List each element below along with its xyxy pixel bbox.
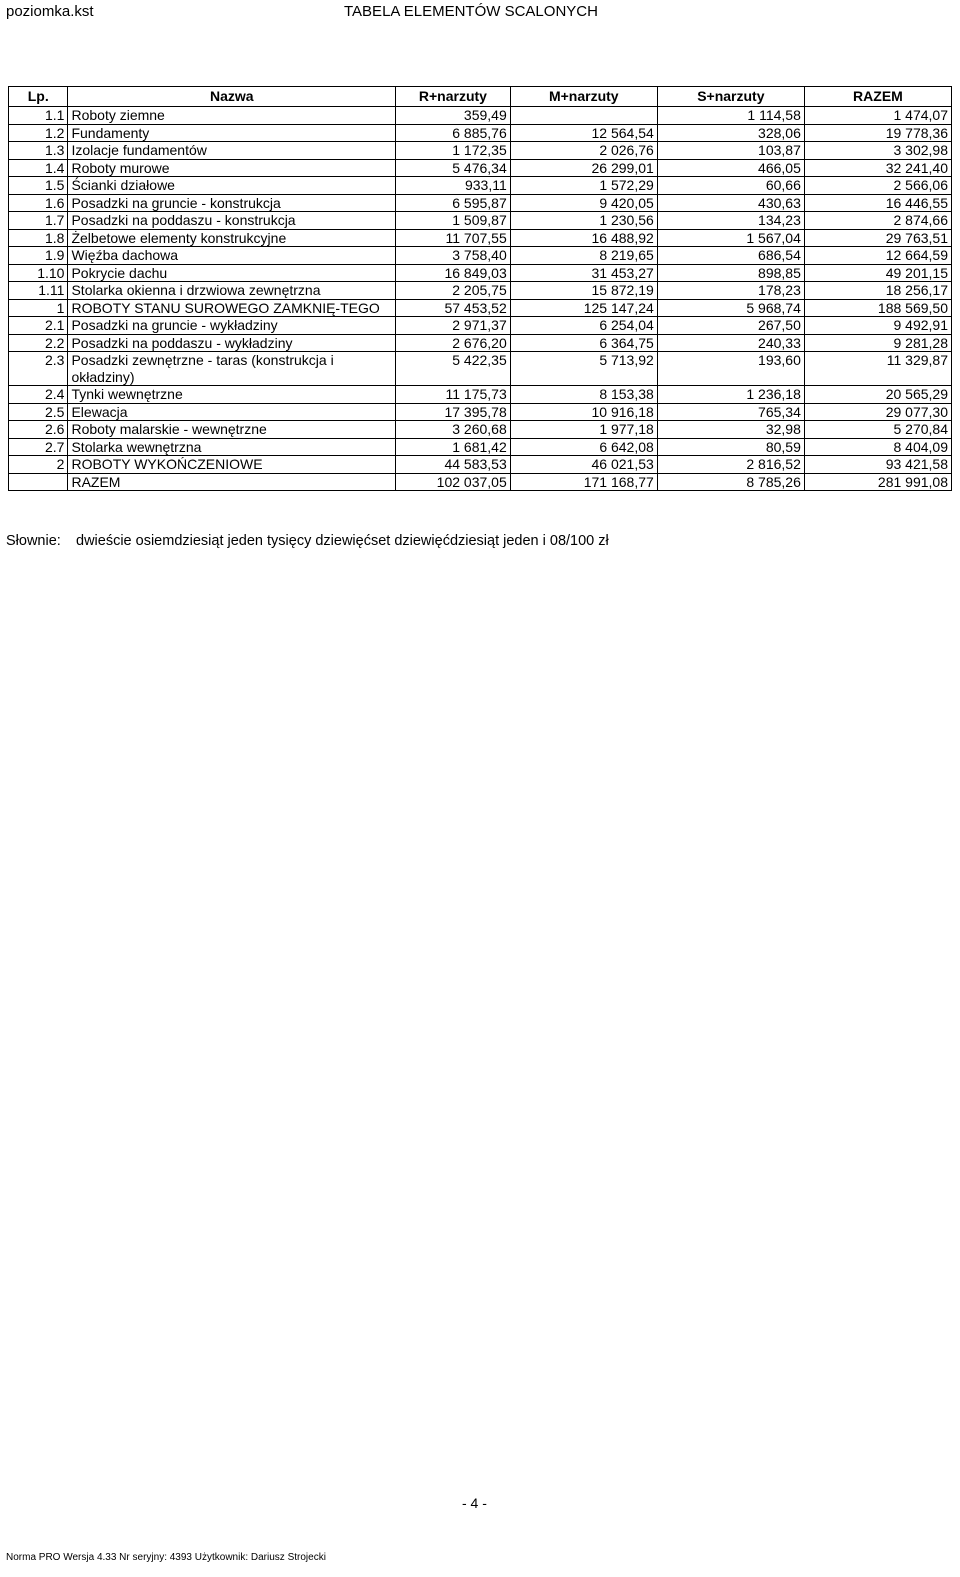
table-header-row	[9, 87, 952, 107]
cell-lp: 1.1	[9, 107, 68, 125]
cell-s: 8 785,26	[657, 473, 804, 491]
cell-m: 6 364,75	[510, 334, 657, 352]
table-row	[9, 107, 952, 125]
cell-name: Pokrycie dachu	[68, 264, 396, 282]
cell-s: 765,34	[657, 403, 804, 421]
table-row	[9, 403, 952, 421]
cell-razem: 29 077,30	[804, 403, 951, 421]
cell-s: 267,50	[657, 317, 804, 335]
cell-s: 1 236,18	[657, 386, 804, 404]
cell-r: 6 595,87	[396, 194, 511, 212]
cell-name: Fundamenty	[68, 124, 396, 142]
table-row	[9, 456, 952, 474]
cell-s: 80,59	[657, 438, 804, 456]
cell-r: 11 175,73	[396, 386, 511, 404]
column-header-s: S+narzuty	[657, 87, 804, 107]
cell-name: Roboty malarskie - wewnętrzne	[68, 421, 396, 439]
cell-lp: 2	[9, 456, 68, 474]
column-header-name: Nazwa	[68, 87, 396, 107]
cell-r: 1 509,87	[396, 212, 511, 230]
cell-m: 6 254,04	[510, 317, 657, 335]
table-row	[9, 473, 952, 491]
cell-r: 44 583,53	[396, 456, 511, 474]
cell-m: 1 977,18	[510, 421, 657, 439]
cell-s: 430,63	[657, 194, 804, 212]
cell-lp	[9, 473, 68, 491]
cell-razem: 3 302,98	[804, 142, 951, 160]
cell-m: 1 230,56	[510, 212, 657, 230]
cell-s: 134,23	[657, 212, 804, 230]
footer-text: Norma PRO Wersja 4.33 Nr seryjny: 4393 Użytkownik: Dariusz Strojecki	[6, 1552, 326, 1563]
cell-name: Posadzki na poddaszu - konstrukcja	[68, 212, 396, 230]
cell-s: 328,06	[657, 124, 804, 142]
cell-m: 8 219,65	[510, 247, 657, 265]
cell-name: Elewacja	[68, 403, 396, 421]
cell-name: Stolarka wewnętrzna	[68, 438, 396, 456]
words-label: Słownie:	[6, 533, 61, 549]
cell-s: 1 567,04	[657, 229, 804, 247]
cell-s: 466,05	[657, 159, 804, 177]
cell-lp: 2.1	[9, 317, 68, 335]
cell-name: Izolacje fundamentów	[68, 142, 396, 160]
table-row	[9, 334, 952, 352]
cell-m: 15 872,19	[510, 282, 657, 300]
table-row	[9, 194, 952, 212]
cell-r: 5 476,34	[396, 159, 511, 177]
cell-name: ROBOTY STANU SUROWEGO ZAMKNIĘ-TEGO	[68, 299, 396, 317]
cell-name: Posadzki zewnętrzne - taras (konstrukcja i okładziny)	[68, 352, 396, 386]
cell-m: 8 153,38	[510, 386, 657, 404]
cell-lp: 1.3	[9, 142, 68, 160]
cell-m: 5 713,92	[510, 352, 657, 386]
cell-name: Posadzki na gruncie - wykładziny	[68, 317, 396, 335]
cell-razem: 281 991,08	[804, 473, 951, 491]
cell-razem: 11 329,87	[804, 352, 951, 386]
cell-name: Żelbetowe elementy konstrukcyjne	[68, 229, 396, 247]
cell-razem: 1 474,07	[804, 107, 951, 125]
cell-name: ROBOTY WYKOŃCZENIOWE	[68, 456, 396, 474]
cell-razem: 19 778,36	[804, 124, 951, 142]
cell-s: 5 968,74	[657, 299, 804, 317]
cell-s: 32,98	[657, 421, 804, 439]
cell-r: 2 205,75	[396, 282, 511, 300]
cell-razem: 49 201,15	[804, 264, 951, 282]
cell-m: 26 299,01	[510, 159, 657, 177]
cell-s: 2 816,52	[657, 456, 804, 474]
cell-lp: 1.5	[9, 177, 68, 195]
cell-s: 193,60	[657, 352, 804, 386]
cell-m: 31 453,27	[510, 264, 657, 282]
table-body	[9, 107, 952, 491]
cell-m: 46 021,53	[510, 456, 657, 474]
cell-r: 933,11	[396, 177, 511, 195]
table-row	[9, 124, 952, 142]
column-header-r: R+narzuty	[396, 87, 511, 107]
cell-lp: 1.6	[9, 194, 68, 212]
cell-s: 686,54	[657, 247, 804, 265]
column-header-lp: Lp.	[9, 87, 68, 107]
cell-r: 3 260,68	[396, 421, 511, 439]
cell-lp: 1	[9, 299, 68, 317]
cell-name: Posadzki na poddaszu - wykładziny	[68, 334, 396, 352]
table-row	[9, 438, 952, 456]
cell-s: 1 114,58	[657, 107, 804, 125]
cell-r: 2 676,20	[396, 334, 511, 352]
cell-name: Posadzki na gruncie - konstrukcja	[68, 194, 396, 212]
cell-name: Roboty murowe	[68, 159, 396, 177]
table-row	[9, 212, 952, 230]
cell-m: 16 488,92	[510, 229, 657, 247]
cell-name: RAZEM	[68, 473, 396, 491]
cell-name: Więźba dachowa	[68, 247, 396, 265]
cell-lp: 1.2	[9, 124, 68, 142]
cell-razem: 32 241,40	[804, 159, 951, 177]
cell-s: 178,23	[657, 282, 804, 300]
cell-r: 102 037,05	[396, 473, 511, 491]
cell-r: 2 971,37	[396, 317, 511, 335]
cell-razem: 9 281,28	[804, 334, 951, 352]
cell-lp: 2.5	[9, 403, 68, 421]
cell-razem: 18 256,17	[804, 282, 951, 300]
cell-r: 5 422,35	[396, 352, 511, 386]
cell-name: Roboty ziemne	[68, 107, 396, 125]
cell-r: 1 172,35	[396, 142, 511, 160]
cell-m: 1 572,29	[510, 177, 657, 195]
cell-m: 6 642,08	[510, 438, 657, 456]
cell-lp: 1.9	[9, 247, 68, 265]
cell-razem: 2 566,06	[804, 177, 951, 195]
table-row	[9, 352, 952, 386]
cell-lp: 1.8	[9, 229, 68, 247]
table-row	[9, 282, 952, 300]
cell-razem: 188 569,50	[804, 299, 951, 317]
cell-lp: 2.3	[9, 352, 68, 386]
cell-r: 17 395,78	[396, 403, 511, 421]
cell-razem: 5 270,84	[804, 421, 951, 439]
table-row	[9, 159, 952, 177]
cell-razem: 93 421,58	[804, 456, 951, 474]
table-row	[9, 229, 952, 247]
cell-r: 1 681,42	[396, 438, 511, 456]
cell-s: 103,87	[657, 142, 804, 160]
cell-s: 240,33	[657, 334, 804, 352]
cell-razem: 8 404,09	[804, 438, 951, 456]
cell-razem: 12 664,59	[804, 247, 951, 265]
table-row	[9, 247, 952, 265]
table-row	[9, 317, 952, 335]
cell-m: 171 168,77	[510, 473, 657, 491]
cell-lp: 1.11	[9, 282, 68, 300]
cell-r: 57 453,52	[396, 299, 511, 317]
cell-m: 9 420,05	[510, 194, 657, 212]
column-header-razem: RAZEM	[804, 87, 951, 107]
column-header-m: M+narzuty	[510, 87, 657, 107]
table-row	[9, 142, 952, 160]
page-number: - 4 -	[462, 1495, 487, 1511]
cell-r: 11 707,55	[396, 229, 511, 247]
cell-r: 6 885,76	[396, 124, 511, 142]
cell-s: 60,66	[657, 177, 804, 195]
table-row	[9, 264, 952, 282]
cell-r: 16 849,03	[396, 264, 511, 282]
table-row	[9, 299, 952, 317]
cell-name: Ścianki działowe	[68, 177, 396, 195]
cell-m	[510, 107, 657, 125]
cell-m: 10 916,18	[510, 403, 657, 421]
cell-lp: 1.7	[9, 212, 68, 230]
cell-lp: 2.2	[9, 334, 68, 352]
cell-lp: 1.10	[9, 264, 68, 282]
cell-m: 12 564,54	[510, 124, 657, 142]
cell-lp: 1.4	[9, 159, 68, 177]
cell-razem: 29 763,51	[804, 229, 951, 247]
table-row	[9, 386, 952, 404]
cell-razem: 16 446,55	[804, 194, 951, 212]
cell-razem: 9 492,91	[804, 317, 951, 335]
cell-r: 3 758,40	[396, 247, 511, 265]
cell-m: 2 026,76	[510, 142, 657, 160]
cell-name: Stolarka okienna i drzwiowa zewnętrzna	[68, 282, 396, 300]
cell-razem: 20 565,29	[804, 386, 951, 404]
cell-lp: 2.4	[9, 386, 68, 404]
cell-razem: 2 874,66	[804, 212, 951, 230]
words-value: dwieście osiemdziesiąt jeden tysięcy dziewięćset dziewięćdziesiąt jeden i 08/100 zł	[76, 533, 609, 549]
cell-s: 898,85	[657, 264, 804, 282]
cell-name: Tynki wewnętrzne	[68, 386, 396, 404]
cell-m: 125 147,24	[510, 299, 657, 317]
page-title: TABELA ELEMENTÓW SCALONYCH	[344, 3, 598, 20]
table-row	[9, 177, 952, 195]
cell-lp: 2.6	[9, 421, 68, 439]
cell-r: 359,49	[396, 107, 511, 125]
file-name: poziomka.kst	[6, 3, 94, 20]
table-row	[9, 421, 952, 439]
cell-lp: 2.7	[9, 438, 68, 456]
elements-table	[8, 86, 952, 491]
